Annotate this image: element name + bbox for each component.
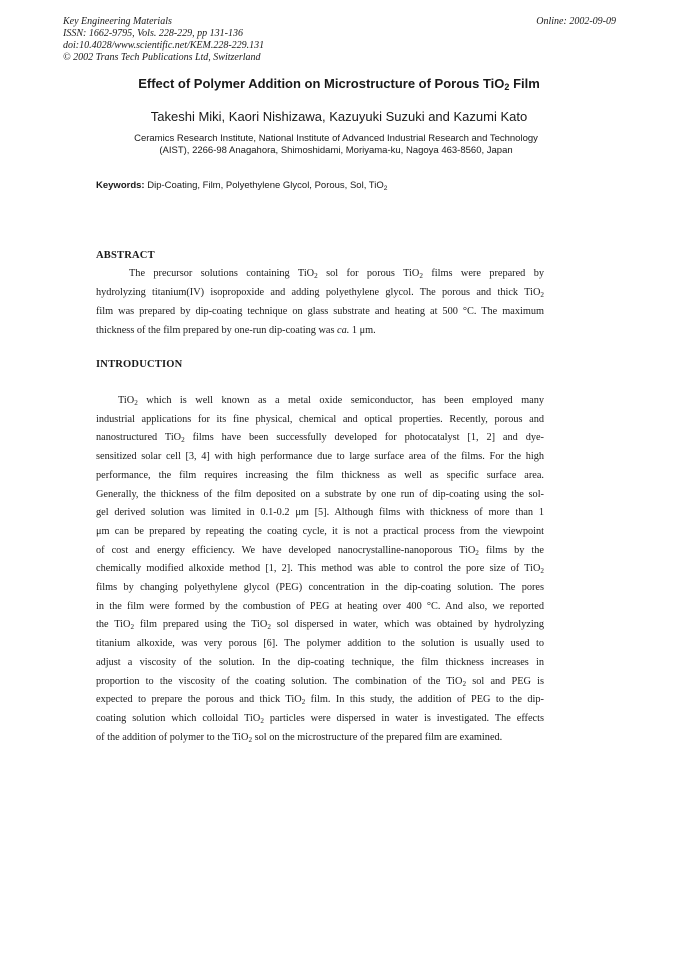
affiliation xyxy=(96,133,576,157)
affiliation-line-1: Ceramics Research Institute, National Institute of Advanced Industrial Research and Technology xyxy=(134,133,538,144)
intro-line: gel derived solution was limited in 0.1-0.2 μm [5]. Although films with thickness of more than 1 xyxy=(96,507,544,519)
issn-line: ISSN: 1662-9795, Vols. 228-229, pp 131-136 xyxy=(63,28,243,39)
intro-line: μm can be prepared by repeating the coating cycle, it is not a practical process from the viewpoint xyxy=(96,525,544,537)
intro-line: nanostructured TiO$_2$ films have been successfully developed for photocatalyst [1, 2] and dye- xyxy=(96,432,544,445)
online-date: Online: 2002-09-09 xyxy=(536,16,616,27)
abstract-heading: ABSTRACT xyxy=(96,250,155,261)
title-text: Effect of Polymer Addition on Microstructure of Porous TiO xyxy=(138,76,505,91)
journal-name: Key Engineering Materials xyxy=(63,16,172,27)
introduction-heading: INTRODUCTION xyxy=(96,359,183,370)
intro-line: adjust a viscosity of the solution. In the dip-coating technique, the film thickness increases in xyxy=(96,656,544,668)
abstract-line: The precursor solutions containing TiO$_2$ sol for porous TiO$_2$ films were prepared by xyxy=(129,268,545,280)
keywords-subscript: 2 xyxy=(383,185,388,192)
intro-line: coating solution which colloidal TiO$_2$ particles were dispersed in water is investigated. The effects xyxy=(96,712,544,725)
intro-line: chemically modified alkoxide method [1, 2]. This method was able to control the pore size of TiO$_2$ xyxy=(96,563,544,576)
abstract-line: film was prepared by dip-coating technique on glass substrate and heating at 500 °C. The maximum xyxy=(96,306,544,317)
intro-line: expected to prepare the porous and thick TiO$_2$ film. In this study, the addition of PEG to the dip- xyxy=(96,694,544,707)
intro-line: of the addition of polymer to the TiO$_2$ sol on the microstructure of the prepared film are examined. xyxy=(96,731,503,744)
intro-line: proportion to the viscosity of the coating solution. The combination of the TiO$_2$ sol and PEG is xyxy=(96,675,544,688)
abstract-body xyxy=(96,264,544,340)
intro-line: TiO$_2$ which is well known as a metal oxide semiconductor, has been employed many xyxy=(118,395,544,407)
intro-line: in the film were formed by the combustion of PEG at heating over 400 °C. And also, we reported xyxy=(96,600,544,612)
intro-line: the TiO$_2$ film prepared using the TiO$_2$ sol dispersed in water, which was obtained by hydrolyzing xyxy=(96,619,544,632)
intro-line: titanium alkoxide, was very porous [6]. The polymer addition to the solution is usually used to xyxy=(96,638,544,650)
affiliation-line-2: (AIST), 2266-98 Anagahora, Shimoshidami, Moriyama-ku, Nagoya 463-8560, Japan xyxy=(159,145,513,156)
doi-line: doi:10.4028/www.scientific.net/KEM.228-229.131 xyxy=(63,40,265,51)
keywords-text: Dip-Coating, Film, Polyethylene Glycol, Porous, Sol, TiO xyxy=(144,180,384,191)
paper-title xyxy=(0,76,678,91)
keywords-label: Keywords: xyxy=(96,180,145,191)
copyright-line: © 2002 Trans Tech Publications Ltd, Switzerland xyxy=(63,52,261,63)
introduction-body xyxy=(96,392,544,747)
intro-line: industrial applications for its fine physical, chemical and optical properties. Recently, porous and xyxy=(96,413,544,425)
title-subscript: 2 xyxy=(504,82,510,92)
abstract-line: hydrolyzing titanium(IV) isopropoxide and adding polyethylene glycol. The porous and thick TiO$_2$ xyxy=(96,287,544,299)
abstract-line: thickness of the film prepared by one-run dip-coating was ca. 1 μm. xyxy=(96,325,376,336)
intro-line: performance, the film requires increasing the film thickness as well as specific surface area. xyxy=(96,469,544,481)
publication-header xyxy=(63,16,264,64)
intro-line: of cost and energy efficiency. We have developed nanocrystalline-nanoporous TiO$_2$ films by the xyxy=(96,544,544,557)
intro-line: Generally, the thickness of the film deposited on a substrate by one run of dip-coating using the sol- xyxy=(96,488,544,500)
intro-line: films by changing polyethylene glycol (PEG) concentration in the dip-coating solution. The pores xyxy=(96,582,544,594)
author-list: Takeshi Miki, Kaori Nishizawa, Kazuyuki Suzuki and Kazumi Kato xyxy=(150,109,528,124)
keywords xyxy=(96,180,387,191)
title-text-end: Film xyxy=(509,76,540,91)
intro-line: sensitized solar cell [3, 4] with high performance due to large surface area of the films. For the high xyxy=(96,451,544,463)
